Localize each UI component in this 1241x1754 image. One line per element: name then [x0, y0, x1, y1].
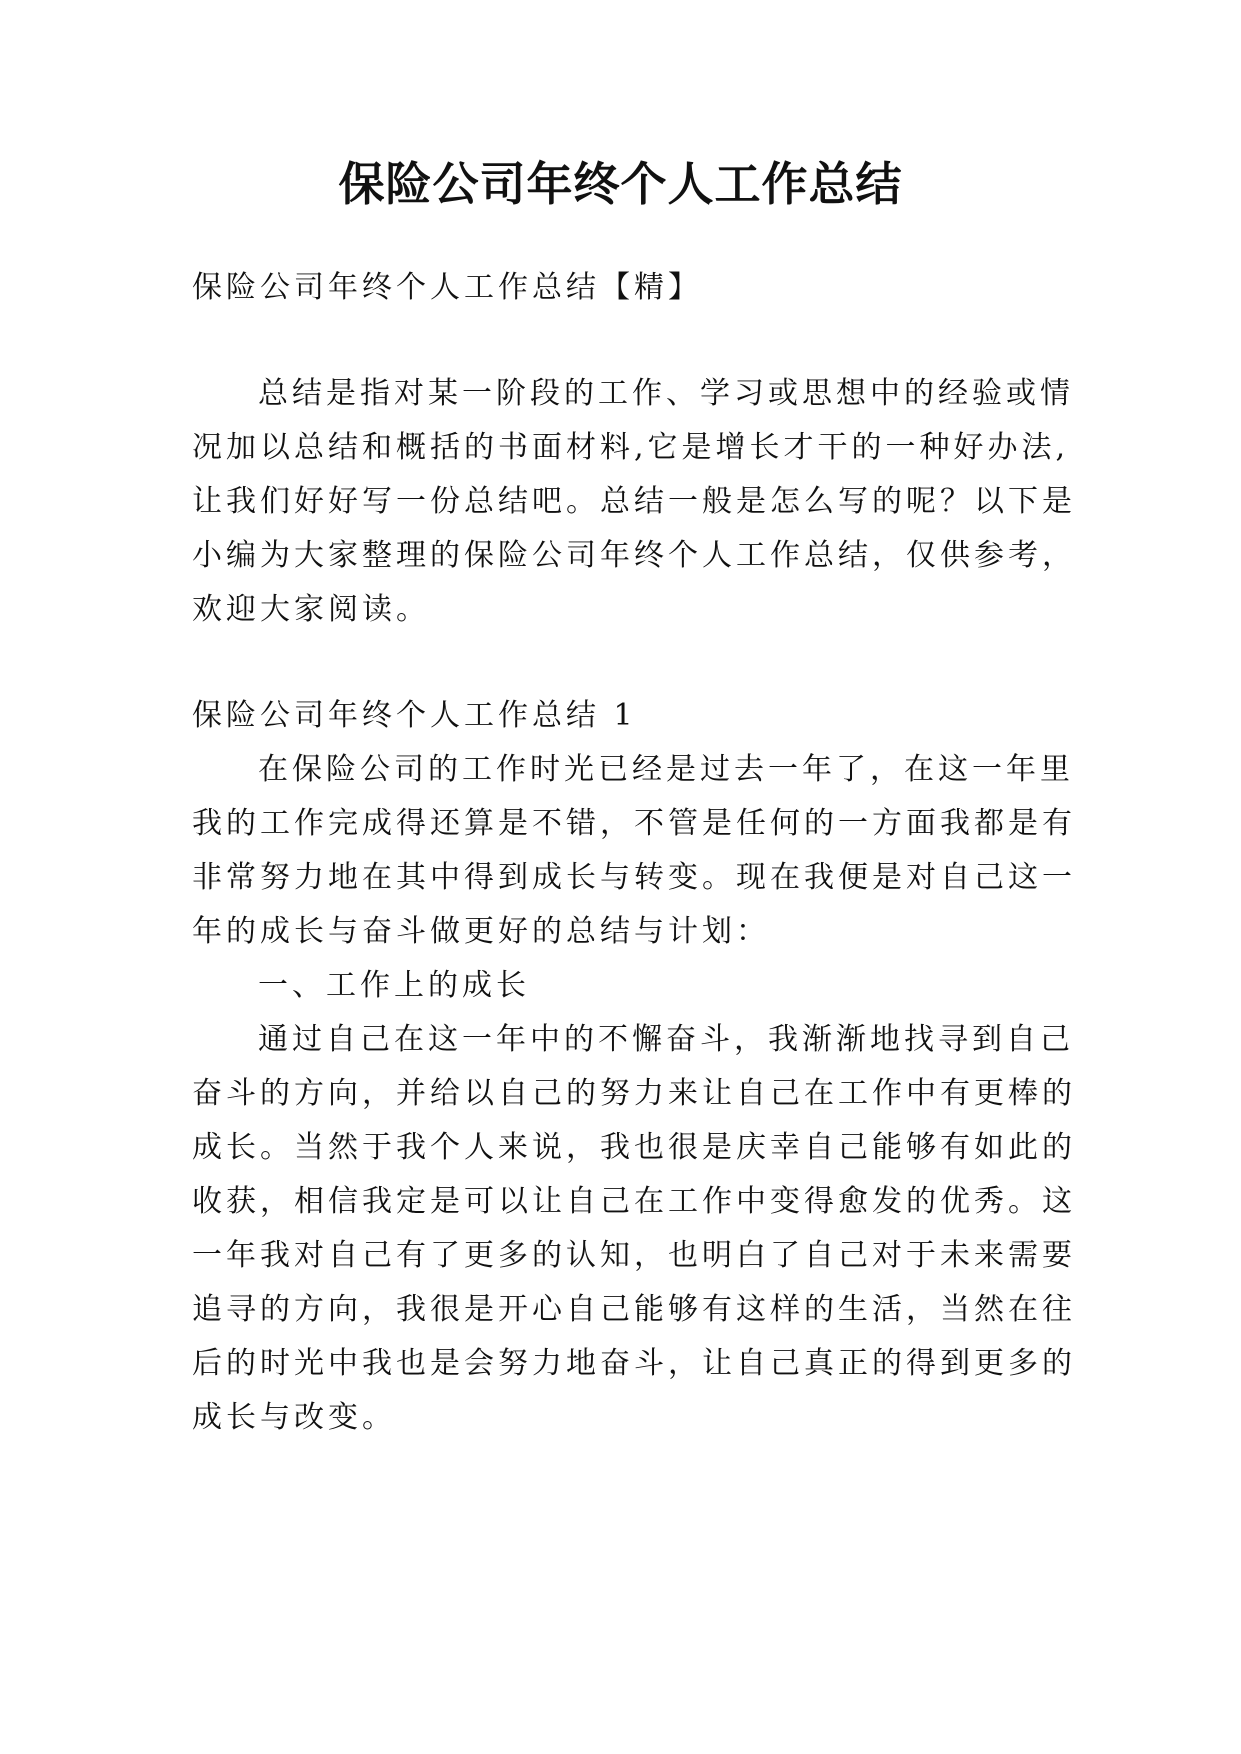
- intro-line: 总结是指对某一阶段的工作、学习或思想中的经验或情: [258, 376, 1074, 411]
- paragraph-line: 非常努力地在其中得到成长与转变。现在我便是对自己这一: [192, 860, 1076, 895]
- paragraph-line: 收获，相信我定是可以让自己在工作中变得愈发的优秀。这: [192, 1184, 1076, 1219]
- paragraph-line: 年的成长与奋斗做更好的总结与计划：: [192, 914, 770, 949]
- intro-line: 小编为大家整理的保险公司年终个人工作总结，仅供参考，: [192, 538, 1076, 573]
- intro-line: 让我们好好写一份总结吧。总结一般是怎么写的呢？以下是: [192, 484, 1076, 519]
- paragraph-line: 在保险公司的工作时光已经是过去一年了，在这一年里: [258, 752, 1074, 787]
- paragraph-line: 一年我对自己有了更多的认知，也明白了自己对于未来需要: [192, 1238, 1076, 1273]
- intro-line: 欢迎大家阅读。: [192, 592, 430, 627]
- paragraph-line: 成长。当然于我个人来说，我也很是庆幸自己能够有如此的: [192, 1130, 1076, 1165]
- section-heading: 一、工作上的成长: [258, 968, 530, 1003]
- intro-line: 况加以总结和概括的书面材料,它是增长才干的一种好办法,: [192, 430, 1070, 465]
- paragraph-line: 成长与改变。: [192, 1400, 396, 1435]
- paragraph-line: 后的时光中我也是会努力地奋斗，让自己真正的得到更多的: [192, 1346, 1076, 1381]
- section-title: 保险公司年终个人工作总结 1: [192, 698, 637, 733]
- paragraph-line: 通过自己在这一年中的不懈奋斗，我渐渐地找寻到自己: [258, 1022, 1074, 1057]
- document-subtitle: 保险公司年终个人工作总结【精】: [192, 270, 702, 305]
- paragraph-line: 我的工作完成得还算是不错，不管是任何的一方面我都是有: [192, 806, 1076, 841]
- paragraph-line: 奋斗的方向，并给以自己的努力来让自己在工作中有更棒的: [192, 1076, 1076, 1111]
- paragraph-line: 追寻的方向，我很是开心自己能够有这样的生活，当然在往: [192, 1292, 1076, 1327]
- document-title: 保险公司年终个人工作总结: [338, 157, 903, 211]
